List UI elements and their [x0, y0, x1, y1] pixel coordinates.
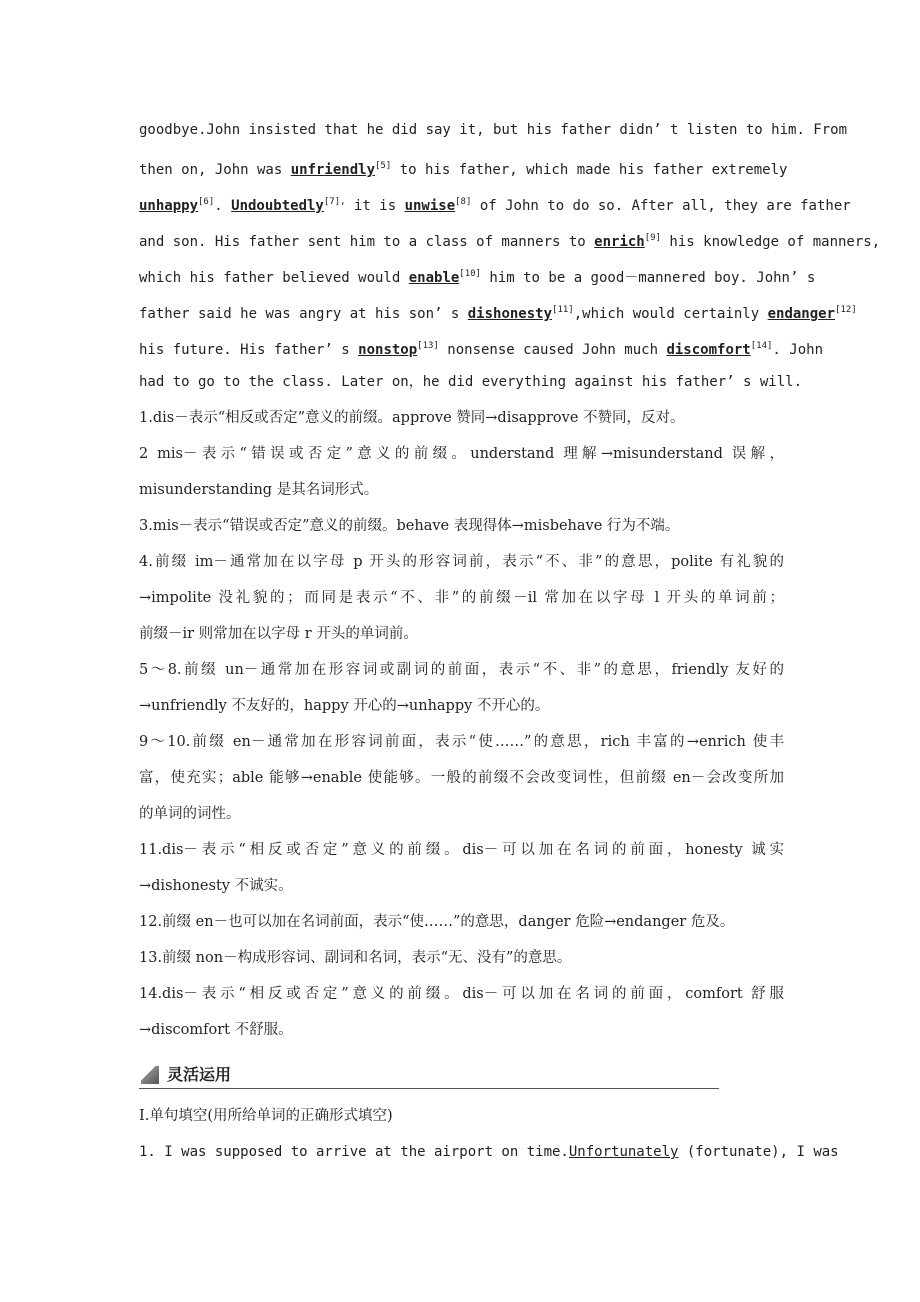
- footnote-marker: [10]: [459, 269, 481, 279]
- passage-text: to his father, which made his father extremely: [391, 162, 788, 178]
- question-text: 1. I was supposed to arrive at the airport on time.: [139, 1144, 569, 1160]
- passage-text: which his father believed would: [139, 270, 409, 286]
- keyword-enable: enable: [408, 270, 460, 286]
- keyword-unhappy: unhappy: [139, 198, 199, 214]
- keyword-enrich: enrich: [594, 234, 645, 250]
- passage-line-5: [139, 256, 816, 292]
- passage-text: ,which would certainly: [573, 306, 768, 322]
- note-line: 5～8.前缀 un－通常加在形容词或副词的前面，表示“不、非”的意思，friendly 友好的: [139, 662, 784, 678]
- exercise-question-1: [139, 1134, 839, 1170]
- passage-text: and son. His father sent him to a class of manners to: [139, 234, 595, 250]
- passage-line-7: [139, 328, 823, 364]
- note-line: →unfriendly 不友好的，happy 开心的→unhappy 不开心的。: [139, 698, 550, 714]
- passage-line-8: [139, 364, 803, 400]
- footnote-marker: [11]: [552, 305, 574, 315]
- note-line: 1.dis－表示“相反或否定”意义的前缀。approve 赞同→disapprove 不赞同，反对。: [139, 410, 685, 426]
- passage-text: . John: [772, 342, 823, 358]
- notes: [139, 400, 784, 1048]
- passage-text: nonsense caused John much: [438, 342, 667, 358]
- keyword-nonstop: nonstop: [358, 342, 418, 358]
- passage-text: of John to do so. After all, they are father: [471, 198, 851, 214]
- passage-text: then on, John was: [139, 162, 291, 178]
- note-line: →impolite 没礼貌的；而同是表示“不、非”的前缀－il 常加在以字母 l 开头的单词前；: [139, 590, 784, 606]
- note-line: 13.前缀 non－构成形容词、副词和名词，表示“无、没有”的意思。: [139, 950, 572, 966]
- passage-text: his knowledge of manners,: [661, 234, 881, 250]
- passage-line-1: [139, 112, 848, 148]
- exercise-heading: Ⅰ.单句填空(用所给单词的正确形式填空): [139, 1108, 393, 1124]
- keyword-unfriendly: unfriendly: [290, 162, 376, 178]
- section-title: 灵活运用: [167, 1065, 232, 1084]
- keyword-unwise: unwise: [404, 198, 456, 214]
- note-line: →discomfort 不舒服。: [139, 1022, 293, 1038]
- passage: [139, 112, 881, 400]
- note-line: 12.前缀 en－也可以加在名词前面，表示“使……”的意思，danger 危险→endanger 危及。: [139, 914, 735, 930]
- note-line: 4.前缀 im－通常加在以字母 p 开头的形容词前，表示“不、非”的意思，polite 有礼貌的: [139, 554, 784, 570]
- note-line: →dishonesty 不诚实。: [139, 878, 293, 894]
- note-line: 2 mis－表示“错误或否定”意义的前缀。understand 理解→misunderstand 误解，: [139, 446, 784, 462]
- footnote-marker: [7],: [323, 197, 346, 207]
- footnote-marker: [9]: [644, 233, 661, 243]
- passage-line-3: [139, 184, 851, 220]
- passage-text: his future. His father’ s: [139, 342, 359, 358]
- keyword-discomfort: discomfort: [666, 342, 751, 358]
- note-line: 9～10.前缀 en－通常加在形容词前面，表示“使……”的意思，rich 丰富的→enrich 使丰: [139, 734, 784, 750]
- passage-text: him to be a good－mannered boy. John’ s: [480, 270, 816, 286]
- note-line: 前缀－ir 则常加在以字母 r 开头的单词前。: [139, 626, 418, 642]
- note-line: 的单词的词性。: [139, 806, 241, 822]
- footnote-marker: [5]: [375, 161, 392, 171]
- footnote-marker: [14]: [750, 341, 773, 351]
- exercise: [139, 1098, 839, 1170]
- footnote-marker: [13]: [417, 341, 439, 351]
- keyword-dishonesty: dishonesty: [467, 306, 553, 322]
- passage-text: it is: [345, 198, 405, 214]
- footnote-marker: [12]: [835, 305, 857, 315]
- note-line: misunderstanding 是其名词形式。: [139, 482, 379, 498]
- passage-text: father said he was angry at his son’ s: [139, 306, 468, 322]
- note-line: 3.mis－表示“错误或否定”意义的前缀。behave 表现得体→misbehave 行为不端。: [139, 518, 680, 534]
- passage-line-6: [139, 292, 857, 328]
- note-line: 富，使充实；able 能够→enable 使能够。一般的前缀不会改变词性，但前缀 en－会改变所加: [139, 770, 784, 786]
- question-text: (fortunate), I was: [678, 1144, 839, 1160]
- footnote-marker: [6]: [198, 197, 215, 207]
- keyword-undoubtedly: Undoubtedly: [231, 198, 324, 214]
- answer-unfortunately: Unfortunately: [568, 1144, 679, 1160]
- note-line: 14.dis－表示“相反或否定”意义的前缀。dis－可以加在名词的前面，comfort 舒服: [139, 986, 784, 1002]
- section-marker-icon: [141, 1066, 159, 1084]
- passage-line-4: [139, 220, 881, 256]
- passage-text: had to go to the class. Later on，he did everything against his father’ s will.: [139, 374, 803, 390]
- section-header: [139, 1062, 719, 1089]
- passage-text: .: [214, 198, 232, 214]
- note-line: 11.dis－表示“相反或否定”意义的前缀。dis－可以加在名词的前面，honesty 诚实: [139, 842, 784, 858]
- footnote-marker: [8]: [455, 197, 472, 207]
- passage-text: goodbye.John insisted that he did say it, but his father didn’ t listen to him. From: [139, 122, 848, 138]
- passage-line-2: [139, 148, 788, 184]
- keyword-endanger: endanger: [767, 306, 836, 322]
